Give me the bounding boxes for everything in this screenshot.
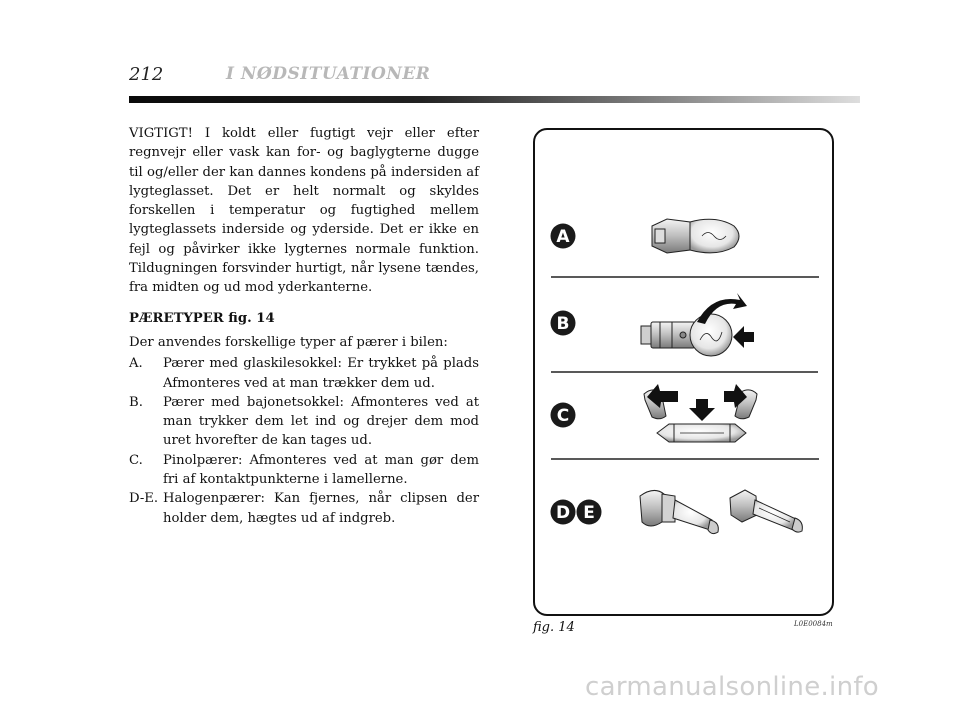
section-heading: PÆRETYPER fig. 14 [129, 310, 275, 326]
badge-c-label: C [556, 406, 570, 426]
figure-code: L0E0084m [794, 620, 833, 628]
badge-e [577, 500, 602, 525]
list-item-text: Pærer med bajonetsokkel: Afmonteres ved at man trykker dem let ind og drejer dem mod uret hvorefter de kan tages ud. [163, 394, 479, 449]
figure-caption: fig. 14 [533, 620, 575, 635]
list-item-text: Pinolpærer: Afmonteres ved at man gør dem fri af kontaktpunkterne i lamellerne. [163, 452, 479, 488]
warning-paragraph: VIGTIGT! I koldt eller fugtigt vejr eller efter regnvejr eller vask kan for- og baglygterne dugge til og/eller der kan dannes kondens på indersiden af lygteglasset. Det er helt normalt og skyldes forskellen i temperatur og fugtighed mellem lygteglassets inderside og yderside. Det er ikke en fejl og påvirker ikke lygternes normale funktion. Tildugningen forsvinder hurtigt, når lysene tændes, fra midten og ud mod yderkanterne. [129, 126, 479, 296]
list-item-label: B. [129, 394, 143, 410]
list-item-label: C. [129, 452, 143, 468]
list-item-label: D-E. [129, 491, 159, 507]
arrow-down-icon [689, 399, 715, 421]
list-item-label: A. [129, 356, 143, 372]
wedge-bulb-icon [652, 219, 739, 253]
badge-c [551, 403, 576, 428]
list-item-text: Halogenpærer: Kan fjernes, når clipsen der holder dem, hægtes ud af indgreb. [163, 491, 479, 526]
badge-d [551, 500, 576, 525]
halogen-h1-bulb-icon [730, 490, 802, 532]
festoon-bulb-icon [657, 424, 746, 442]
badge-d-label: D [555, 503, 571, 523]
push-arrow-icon [733, 326, 754, 348]
badge-a [551, 224, 576, 249]
badge-a-label: A [556, 227, 570, 247]
bayonet-bulb-icon [641, 314, 732, 356]
chapter-title: I NØDSITUATIONER [226, 64, 431, 84]
halogen-h4-bulb-icon [640, 490, 718, 533]
badge-e-label: E [583, 503, 595, 523]
badge-b [551, 311, 576, 336]
watermark: carmanualsonline.info [585, 672, 880, 702]
intro-text: Der anvendes forskellige typer af pærer i bilen: [129, 334, 448, 350]
list-item-text: Pærer med glaskilesokkel: Er trykket på plads Afmonteres ved at man trækker dem ud. [163, 356, 479, 391]
badge-b-label: B [556, 314, 570, 334]
page-number: 212 [129, 64, 164, 85]
